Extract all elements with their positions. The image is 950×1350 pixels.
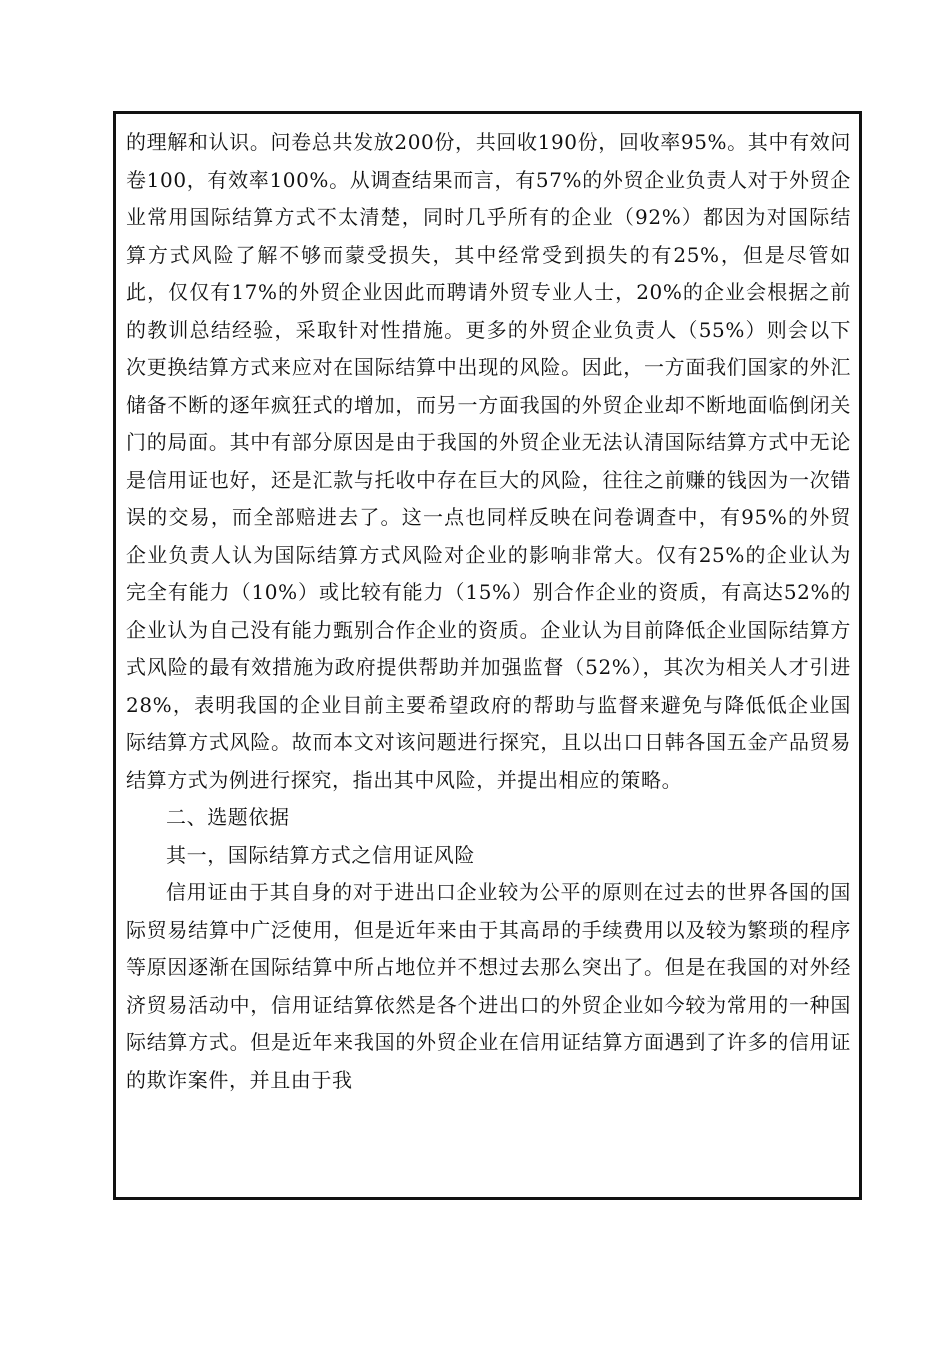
section-heading: 二、选题依据 [166,805,290,829]
body-paragraph-survey: 的理解和认识。问卷总共发放200份，共回收190份，回收率95%。其中有效问卷100，有效率100%。从调查结果而言，有57%的外贸企业负责人对于外贸企业常用国际结算方式不太清楚，同时几乎所有的企业（92%）都因为对国际结算方式风险了解不够而蒙受损失，其中经常受到损失的有25%，但是尽管如此，仅仅有17%的外贸企业因此而聘请外贸专业人士，20%的企业会根据之前的教训总结经验，采取针对性措施。更多的外贸企业负责人（55%）则会以下次更换结算方式来应对在国际结算中出现的风险。因此，一方面我们国家的外汇储备不断的逐年疯狂式的增加，而另一方面我国的外贸企业却不断地面临倒闭关门的局面。其中有部分原因是由于我国的外贸企业无法认清国际结算方式中无论是信用证也好，还是汇款与托收中存在巨大的风险，往往之前赚的钱因为一次错误的交易，而全部赔进去了。这一点也同样反映在问卷调查中，有95%的外贸企业负责人认为国际结算方式风险对企业的影响非常大。仅有25%的企业认为完全有能力（10%）或比较有能力（15%）别合作企业的资质，有高达52%的企业认为自己没有能力甄别合作企业的资质。企业认为目前降低企业国际结算方式风险的最有效措施为政府提供帮助并加强监督（52%），其次为相关人才引进28%，表明我国的企业目前主要希望政府的帮助与监督来避免与降低低企业国际结算方式风险。故而本文对该问题进行探究，且以出口日韩各国五金产品贸易结算方式为例进行探究，指出其中风险，并提出相应的策略。 [126,130,851,792]
subsection-heading: 其一，国际结算方式之信用证风险 [166,842,475,867]
body-paragraph-letter-of-credit: 信用证由于其自身的对于进出口企业较为公平的原则在过去的世界各国的国际贸易结算中广泛使用，但是近年来由于其高昂的手续费用以及较为繁琐的程序等原因逐渐在国际结算中所占地位并不想过去那么突出了。但是在我国的对外经济贸易活动中，信用证结算依然是各个进出口的外贸企业如今较为常用的一种国际结算方式。但是近年来我国的外贸企业在信用证结算方面遇到了许多的信用证的欺诈案件，并且由于我 [126,880,851,1092]
content-frame [113,111,862,1200]
